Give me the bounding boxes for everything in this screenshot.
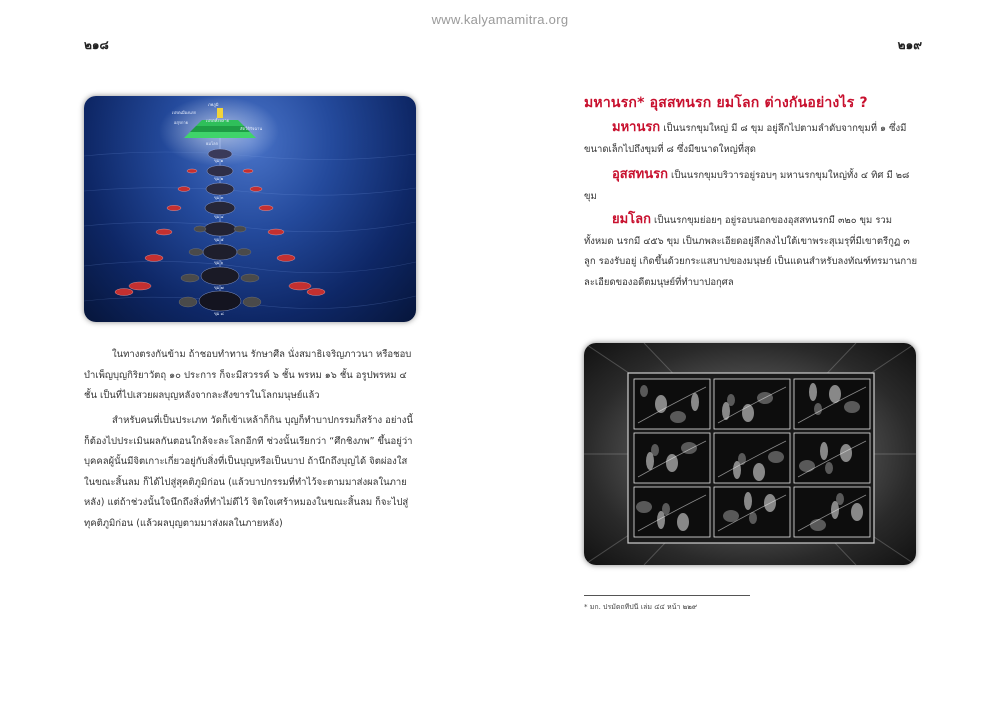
figure-label: เปรตเมืองนรก bbox=[172, 110, 197, 115]
definition-term: ยมโลก bbox=[612, 212, 652, 227]
figure-silhouette bbox=[753, 463, 765, 481]
panel-grid bbox=[634, 379, 870, 537]
page-number-right: ๒๑๙ bbox=[897, 38, 922, 52]
hell-realms-diagram bbox=[84, 96, 416, 322]
figure-silhouette bbox=[670, 411, 686, 423]
page-number-left: ๒๑๘ bbox=[84, 38, 109, 52]
definition-maha-narok bbox=[584, 118, 918, 160]
hell-realms-illustration bbox=[84, 96, 416, 322]
definition-term: อุสสทนรก bbox=[612, 167, 668, 182]
figure-silhouette bbox=[844, 401, 860, 413]
definition-text: เป็นนรกขุมย่อยๆ อยู่รอบนอกของอุสสทนรกมี ๓๒๐ ขุม รวมทั้งหมด นรกมี ๔๕๖ ขุม เป็นภพละเอียดอยู่ลึกลงไปใต้เขาพระสุเมรุที่มีเขาตรีกูฏ ๓ ลูก รองรับอยู่ เกิดขึ้นด้วยกระแสบาปของมนุษย์ เป็นแดนสำหรับลงทัณฑ์ทรมานกายละเอียดของอดีตมนุษย์ที่ทำบาปอกุศล bbox=[584, 215, 918, 288]
figure-silhouette bbox=[677, 513, 689, 531]
definition-ussada-narok bbox=[584, 165, 918, 207]
definition-text: เป็นนรกขุมใหญ่ มี ๘ ขุม อยู่ลึกไปตามลำดับจากขุมที่ ๑ ซึ่งมีขนาดเล็กไปถึงขุมที่ ๘ ซึ่งมีขนาดใหญ่ที่สุด bbox=[584, 123, 907, 155]
left-paragraph-1: ในทางตรงกันข้าม ถ้าชอบทำทาน รักษาศีล นั่งสมาธิเจริญภาวนา หรือชอบบำเพ็ญบุญกิริยาวัตถุ ๑๐ ประการ ก็จะมีสวรรค์ ๖ ชั้น พรหม ๑๖ ชั้น อรูปพรหม ๔ ชั้น เป็นที่ไปเสวยผลบุญหลังจากละสังขารในโลกมนุษย์แล้ว bbox=[84, 349, 412, 401]
figure-silhouette bbox=[733, 461, 741, 479]
site-url[interactable]: www.kalyamamitra.org bbox=[431, 12, 569, 27]
figure-label: ขุม ๒ bbox=[214, 176, 224, 181]
figure-silhouette bbox=[851, 503, 863, 521]
punishment-panels bbox=[584, 343, 916, 565]
figure-silhouette bbox=[744, 492, 752, 510]
definition-term: มหานรก bbox=[612, 120, 661, 135]
figure-label: ขุม ๘ bbox=[214, 311, 224, 316]
hell-punishment-illustration bbox=[584, 343, 916, 565]
figure-label: ขุม ๕ bbox=[214, 237, 224, 242]
figure-label: สัตว์ดิรัจฉาน bbox=[240, 126, 263, 131]
footnote: * มก. ปรมัตถทีปนี เล่ม ๔๔ หน้า ๒๒๙ bbox=[584, 603, 697, 611]
figure-silhouette bbox=[640, 385, 648, 397]
left-paragraph-2: สำหรับคนที่เป็นประเภท วัดก็เข้าเหล้าก็กิน บุญก็ทำบาปกรรมก็สร้าง อย่างนี้ก็ต้องไปประเมินผลกันตอนใกล้จะละโลกอีกที ช่วงนั้นเรียกว่า “ศึกชิงภพ” ขึ้นอยู่ว่าบุคคลผู้นั้นมีจิตเกาะเกี่ยวอยู่กับสิ่งที่เป็นบุญหรือเป็นบาป ถ้านึกถึงบุญได้ จิตผ่องใส ในขณะสิ้นลม ก็ได้ไปสู่สุคติภูมิก่อน (แล้วบาปกรรมที่ทำไว้จะตามมาส่งผลในภายหลัง) แต่ถ้าช่วงนั้นใจนึกถึงสิ่งที่ทำไม่ดีไว้ จิตใจเศร้าหมองในขณะสิ้นลม ก็จะไปสู่ทุคติภูมิก่อน (แล้วผลบุญตามมาส่งผลในภายหลัง) bbox=[84, 415, 413, 529]
figure-silhouette bbox=[723, 510, 739, 522]
punishment-panel bbox=[794, 433, 870, 483]
figure-silhouette bbox=[646, 452, 654, 470]
figure-label: อสุรกาย bbox=[174, 120, 189, 125]
figure-label: ขุม ๗ bbox=[214, 285, 224, 290]
section-heading: มหานรก* อุสสทนรก ยมโลก ต่างกันอย่างไร ? bbox=[584, 95, 868, 111]
figure-silhouette bbox=[820, 442, 828, 460]
figure-label: ขุม ๑ bbox=[214, 158, 224, 163]
figure-silhouette bbox=[768, 451, 784, 463]
figure-silhouette bbox=[691, 393, 699, 411]
footnote-divider bbox=[584, 595, 750, 596]
figure-label: ภพภูมิ bbox=[208, 102, 219, 107]
figure-label: ขุม ๓ bbox=[214, 195, 224, 200]
figure-silhouette bbox=[799, 460, 815, 472]
figure-label: ขุม ๔ bbox=[214, 214, 224, 219]
definition-yamaloka bbox=[584, 210, 918, 293]
figure-silhouette bbox=[636, 501, 652, 513]
figure-label: ยมโลก bbox=[206, 141, 219, 146]
figure-silhouette bbox=[825, 462, 833, 474]
figure-silhouette bbox=[831, 501, 839, 519]
figure-silhouette bbox=[810, 519, 826, 531]
definition-text: เป็นนรกขุมบริวารอยู่รอบๆ มหานรกขุมใหญ่ทั้ง ๔ ทิศ มี ๒๘ ขุม bbox=[584, 170, 910, 202]
figure-label: เปรตทั้งหลาย bbox=[206, 118, 229, 123]
figure-silhouette bbox=[809, 383, 817, 401]
figure-label: ขุม ๖ bbox=[214, 260, 224, 265]
